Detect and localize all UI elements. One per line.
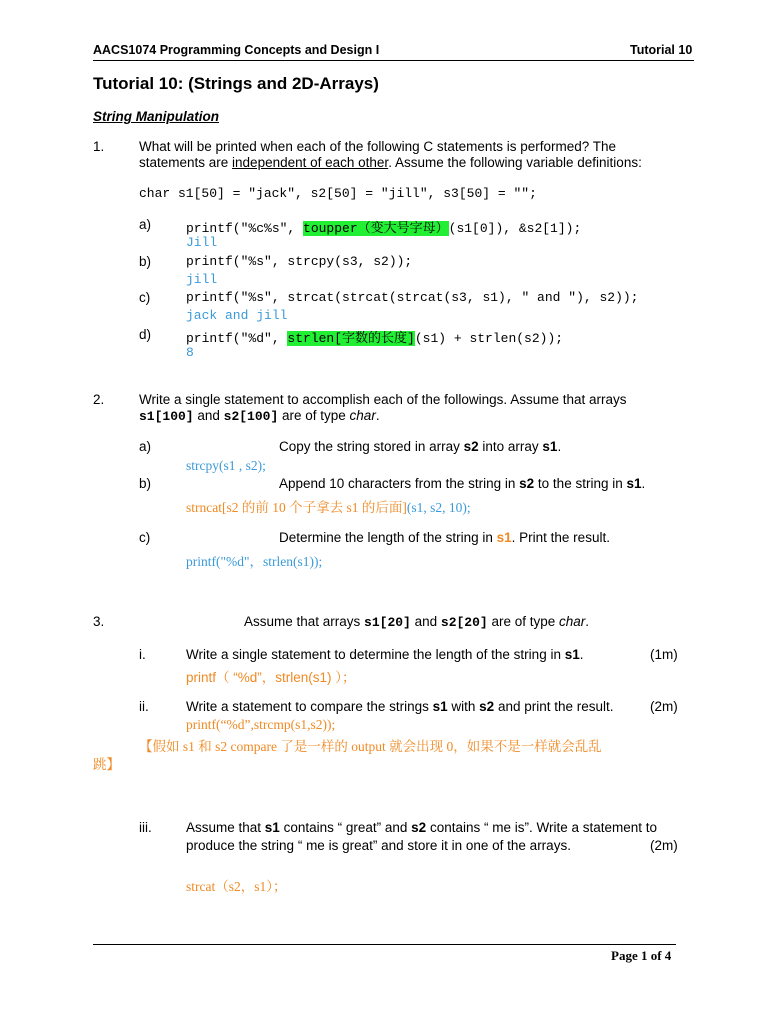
- q1d-answer: 8: [186, 345, 194, 360]
- q3i-answer: printf（ “%d”，strlen(s1) ）；: [186, 670, 356, 685]
- q1a-code-post: (s1[0]), &s2[1]);: [448, 221, 582, 236]
- q3ii-note-line1: 【假如 s1 和 s2 compare 了是一样的 output 就会出现 0，如果不是一样就会乱乱: [139, 739, 602, 754]
- q2b-t3: .: [641, 476, 646, 491]
- section-heading: String Manipulation: [93, 109, 219, 124]
- q3i-text: [186, 647, 584, 662]
- q2-intro-are: are of type: [278, 408, 350, 423]
- q2c-label: c): [139, 530, 151, 545]
- q3iii-t2: contains “ great” and: [279, 820, 412, 835]
- q1d-code-post: (s1) + strlen(s2));: [414, 331, 564, 346]
- q2b-answer-blue: (s1, s2, 10);: [406, 500, 471, 515]
- q1d-code-pre: printf("%d",: [186, 331, 288, 346]
- q3ii-t3: and print the result.: [494, 699, 614, 714]
- q2a-label: a): [139, 439, 152, 454]
- q3i-marks: (1m): [650, 647, 678, 662]
- q3ii-t2: with: [447, 699, 480, 714]
- q3i-t1: Write a single statement to determine the length of the string in: [186, 647, 565, 662]
- q3-intro-dot: .: [585, 614, 590, 629]
- q3iii-t1: Assume that: [186, 820, 265, 835]
- q2c-b1: s1: [496, 530, 512, 545]
- page-title: Tutorial 10: (Strings and 2D-Arrays): [93, 74, 379, 93]
- q3iii-marks: (2m): [650, 838, 678, 853]
- q1b-code: printf("%s", strcpy(s3, s2));: [186, 254, 413, 269]
- q3-intro-are: are of type: [487, 614, 559, 629]
- q2-intro-line1: Write a single statement to accomplish each of the followings. Assume that arrays: [139, 392, 627, 407]
- q1b-label: b): [139, 254, 152, 269]
- q2a-b1: s2: [463, 439, 479, 454]
- q1b-answer: jill: [186, 272, 218, 287]
- q3iii-t3: contains “ me is”. Write a statement to: [426, 820, 658, 835]
- q3-intro-s1: s1[20]: [364, 615, 411, 630]
- header-course: AACS1074 Programming Concepts and Design I: [93, 43, 380, 57]
- q2-intro-line2: [139, 408, 380, 424]
- q3iii-text-line2: produce the string “ me is great” and store it in one of the arrays.: [186, 838, 571, 853]
- q2-intro-s2: s2[100]: [223, 409, 279, 424]
- q3ii-t1: Write a statement to compare the strings: [186, 699, 433, 714]
- q3-intro: [244, 614, 589, 630]
- q3-intro-s2: s2[20]: [440, 615, 488, 630]
- q2c-answer: printf("%d"，strlen(s1));: [186, 554, 323, 569]
- q3ii-answer: printf(“%d”,strcmp(s1,s2));: [186, 717, 336, 732]
- q2c-t2: . Print the result.: [511, 530, 610, 545]
- q2b-t1: Append 10 characters from the string in: [279, 476, 520, 491]
- q1-intro-text-end: . Assume the following variable definitions:: [388, 155, 642, 170]
- q3ii-b1: s1: [432, 699, 448, 714]
- q2-intro-type: char: [349, 408, 376, 423]
- q2a-answer: strcpy(s1 , s2);: [186, 458, 266, 473]
- q1-number: 1.: [93, 139, 105, 154]
- q1a-code-pre: printf("%c%s",: [186, 221, 304, 236]
- q2a-text: [279, 439, 561, 454]
- q3ii-marks: (2m): [650, 699, 678, 714]
- q3-number: 3.: [93, 614, 105, 629]
- q1-definitions: char s1[50] = "jack", s2[50] = "jill", s3[50] = "";: [139, 186, 537, 201]
- header-rule: [93, 60, 694, 61]
- q2-intro-dot: .: [375, 408, 380, 423]
- q1a-answer: Jill: [186, 235, 218, 250]
- q2-intro-and: and: [193, 408, 224, 423]
- q2c-text: [279, 530, 610, 545]
- q1c-answer: jack and jill: [186, 308, 288, 323]
- q1a-label: a): [139, 217, 152, 232]
- q3ii-text: [186, 699, 614, 714]
- q1d-code: [186, 327, 563, 346]
- q2a-t3: .: [557, 439, 562, 454]
- q3-intro-and: and: [410, 614, 441, 629]
- q2c-t1: Determine the length of the string in: [279, 530, 497, 545]
- q3ii-note-line2: 跳】: [93, 757, 120, 772]
- q3iii-b1: s1: [264, 820, 280, 835]
- q3ii-label: ii.: [139, 699, 149, 714]
- q1-intro-text: statements are: [139, 155, 233, 170]
- q2a-t2: into array: [478, 439, 543, 454]
- q3ii-b2: s2: [479, 699, 495, 714]
- q1c-code: printf("%s", strcat(strcat(strcat(s3, s1), " and "), s2));: [186, 290, 639, 305]
- q2b-b1: s2: [519, 476, 535, 491]
- q1c-label: c): [139, 290, 151, 305]
- q3iii-text-line1: [186, 820, 657, 835]
- q3-intro-t1: Assume that arrays: [244, 614, 365, 629]
- q1-intro-underline: independent of each other: [232, 155, 389, 170]
- q2-number: 2.: [93, 392, 105, 407]
- q1-intro-line1: What will be printed when each of the following C statements is performed? The: [139, 139, 616, 154]
- q3iii-b2: s2: [411, 820, 427, 835]
- q2b-answer-orange: strncat[s2 的前 10 个子拿去 s1 的后面]: [186, 500, 407, 515]
- q1d-highlight: strlen[字数的长度]: [287, 331, 415, 346]
- q3iii-label: iii.: [139, 820, 152, 835]
- q1d-label: d): [139, 327, 152, 342]
- q1a-code: [186, 217, 581, 236]
- q2b-label: b): [139, 476, 152, 491]
- page-number: Page 1 of 4: [611, 948, 672, 963]
- q1-intro-line2: [139, 155, 642, 170]
- q2b-b2: s1: [626, 476, 642, 491]
- footer-rule: [93, 944, 676, 945]
- q3i-t2: .: [579, 647, 584, 662]
- q2b-answer: [186, 496, 471, 516]
- q2b-text: [279, 476, 645, 491]
- q3-intro-type: char: [559, 614, 586, 629]
- q1a-highlight: toupper（变大号字母）: [303, 221, 449, 236]
- header-tutorial: Tutorial 10: [630, 43, 693, 57]
- q2-intro-s1: s1[100]: [139, 409, 194, 424]
- q3i-b1: s1: [564, 647, 580, 662]
- q2b-t2: to the string in: [534, 476, 627, 491]
- q2a-t1: Copy the string stored in array: [279, 439, 464, 454]
- q3iii-answer: strcat（s2，s1）；: [186, 879, 287, 894]
- q2a-b2: s1: [542, 439, 558, 454]
- q3i-label: i.: [139, 647, 146, 662]
